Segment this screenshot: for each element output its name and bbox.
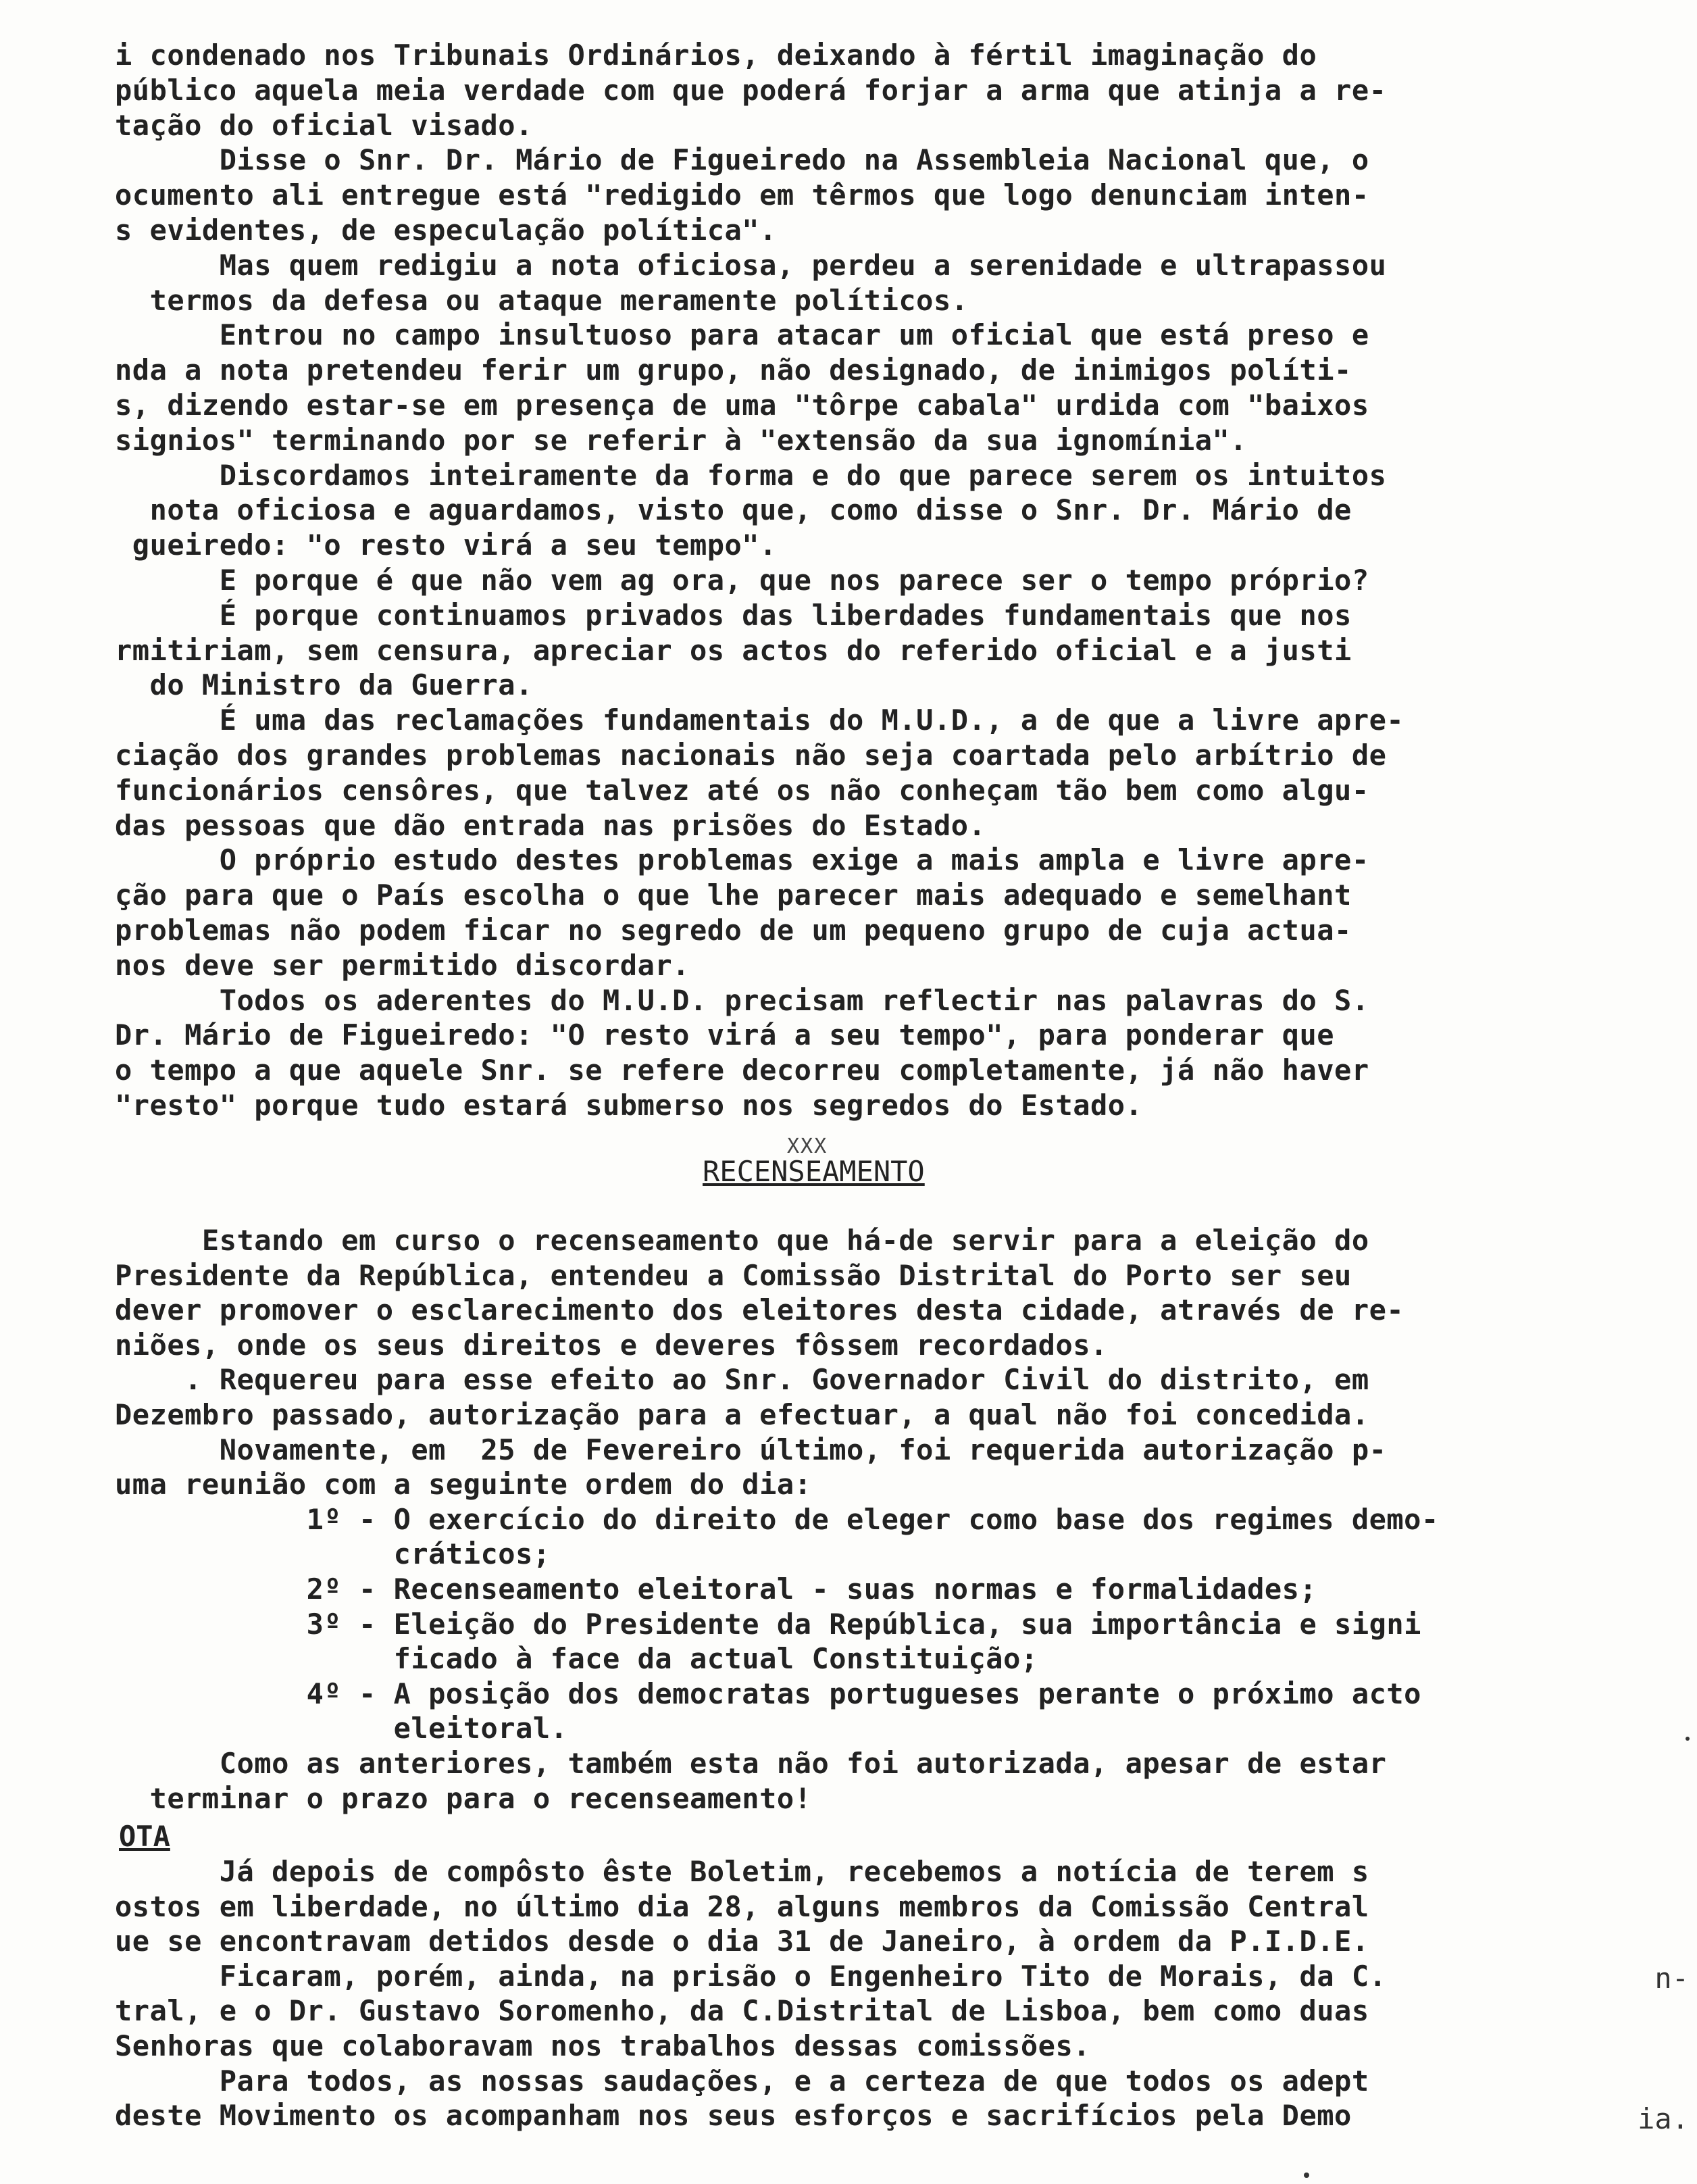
text-line: . Requereu para esse efeito ao Snr. Governador Civil do distrito, em xyxy=(115,1363,1369,1397)
text-line: Dr. Mário de Figueiredo: "O resto virá a seu tempo", para ponderar que xyxy=(115,1018,1335,1052)
text-line: ocumento ali entregue está "redigido em têrmos que logo denunciam inten- xyxy=(115,178,1369,212)
text-line: Presidente da República, entendeu a Comissão Distrital do Porto ser seu xyxy=(115,1258,1352,1292)
text-line: deste Movimento os acompanham nos seus esforços e sacrifícios pela Demo xyxy=(115,2099,1352,2133)
margin-fragment-1: n- xyxy=(1654,1962,1689,1995)
text-line: Discordamos inteiramente da forma e do que parece serem os intuitos xyxy=(115,458,1387,492)
text-line: ciação dos grandes problemas nacionais não seja coartada pelo arbítrio de xyxy=(115,739,1387,772)
text-line: ficado à face da actual Constituição; xyxy=(115,1642,1038,1676)
text-line: do Ministro da Guerra. xyxy=(115,668,533,702)
text-line: O próprio estudo destes problemas exige a mais ampla e livre apre- xyxy=(115,843,1369,877)
text-line: "resto" porque tudo estará submerso nos segredos do Estado. xyxy=(115,1089,1143,1122)
text-line: tral, e o Dr. Gustavo Soromenho, da C.Distrital de Lisboa, bem como duas xyxy=(115,1994,1369,2028)
text-line: público aquela meia verdade com que poderá forjar a arma que atinja a re- xyxy=(115,73,1387,107)
text-line: niões, onde os seus direitos e deveres fôssem recordados. xyxy=(115,1328,1108,1362)
text-line: s evidentes, de especulação política". xyxy=(115,214,777,247)
heading-recenseamento: RECENSEAMENTO xyxy=(703,1155,925,1188)
text-line: Senhoras que colaboravam nos trabalhos dessas comissões. xyxy=(115,2029,1091,2062)
text-line: das pessoas que dão entrada nas prisões do Estado. xyxy=(115,808,986,842)
section-separator: XXX xyxy=(787,1135,828,1158)
text-line: É porque continuamos privados das liberdades fundamentais que nos xyxy=(115,598,1352,632)
ink-speck xyxy=(1686,1737,1690,1741)
text-line: signios" terminando por se referir à "extensão da sua ignomínia". xyxy=(115,423,1248,457)
text-line: funcionários censôres, que talvez até os não conheçam tão bem como algu- xyxy=(115,773,1369,807)
text-line: Estando em curso o recenseamento que há-de servir para a eleição do xyxy=(115,1224,1369,1257)
text-line: rmitiriam, sem censura, apreciar os actos do referido oficial e a justi xyxy=(115,633,1352,667)
text-line: Novamente, em 25 de Fevereiro último, foi requerida autorização p- xyxy=(115,1433,1387,1466)
text-line: dever promover o esclarecimento dos eleitores desta cidade, através de re- xyxy=(115,1293,1404,1327)
text-line: problemas não podem ficar no segredo de um pequeno grupo de cuja actua- xyxy=(115,914,1352,947)
text-line: terminar o prazo para o recenseamento! xyxy=(115,1781,812,1815)
text-line: 4º - A posição dos democratas portugueses perante o próximo acto xyxy=(115,1677,1421,1710)
text-line: tação do oficial visado. xyxy=(115,108,533,142)
margin-fragment-2: ia. xyxy=(1638,2102,1689,2135)
text-line: Como as anteriores, também esta não foi autorizada, apesar de estar xyxy=(115,1747,1387,1780)
text-line: eleitoral. xyxy=(115,1712,568,1745)
text-line: Dezembro passado, autorização para a efectuar, a qual não foi concedida. xyxy=(115,1398,1369,1431)
text-line: Ficaram, porém, ainda, na prisão o Engenheiro Tito de Morais, da C. xyxy=(115,1959,1387,1993)
text-line: Todos os aderentes do M.U.D. precisam reflectir nas palavras do S. xyxy=(115,983,1369,1017)
text-line: uma reunião com a seguinte ordem do dia: xyxy=(115,1468,812,1502)
text-line: E porque é que não vem ag ora, que nos parece ser o tempo próprio? xyxy=(115,564,1369,597)
text-line: 3º - Eleição do Presidente da República, sua importância e signi xyxy=(115,1607,1421,1641)
text-line: nota oficiosa e aguardamos, visto que, como disse o Snr. Dr. Mário de xyxy=(115,493,1352,527)
text-line: 1º - O exercício do direito de eleger como base dos regimes demo- xyxy=(115,1502,1439,1536)
text-line: i condenado nos Tribunais Ordinários, deixando à fértil imaginação do xyxy=(115,39,1317,72)
text-line: Entrou no campo insultuoso para atacar um oficial que está preso e xyxy=(115,318,1369,352)
text-line: Mas quem redigiu a nota oficiosa, perdeu a serenidade e ultrapassou xyxy=(115,248,1387,282)
text-line: gueiredo: "o resto virá a seu tempo". xyxy=(115,528,777,562)
text-line: Já depois de compôsto êste Boletim, recebemos a notícia de terem s xyxy=(115,1855,1369,1888)
text-line: ue se encontravam detidos desde o dia 31 de Janeiro, à ordem da P.I.D.E. xyxy=(115,1925,1369,1958)
text-line: termos da defesa ou ataque meramente políticos. xyxy=(115,283,969,317)
text-line: o tempo a que aquele Snr. se refere decorreu completamente, já não haver xyxy=(115,1053,1369,1087)
text-line: Disse o Snr. Dr. Mário de Figueiredo na Assembleia Nacional que, o xyxy=(115,143,1369,177)
text-line: ção para que o País escolha o que lhe parecer mais adequado e semelhant xyxy=(115,878,1352,912)
heading-nota: OTA xyxy=(119,1820,170,1853)
text-line: s, dizendo estar-se em presença de uma "tôrpe cabala" urdida com "baixos xyxy=(115,389,1369,422)
text-line: cráticos; xyxy=(115,1537,551,1571)
ink-speck xyxy=(1304,2173,1309,2178)
text-line: Para todos, as nossas saudações, e a certeza de que todos os adept xyxy=(115,2064,1369,2098)
text-line: nda a nota pretendeu ferir um grupo, não designado, de inimigos políti- xyxy=(115,353,1352,387)
text-line: nos deve ser permitido discordar. xyxy=(115,948,690,982)
text-line: ostos em liberdade, no último dia 28, alguns membros da Comissão Central xyxy=(115,1889,1369,1923)
text-line: É uma das reclamações fundamentais do M.U.D., a de que a livre apre- xyxy=(115,703,1404,737)
text-line: 2º - Recenseamento eleitoral - suas normas e formalidades; xyxy=(115,1572,1317,1606)
